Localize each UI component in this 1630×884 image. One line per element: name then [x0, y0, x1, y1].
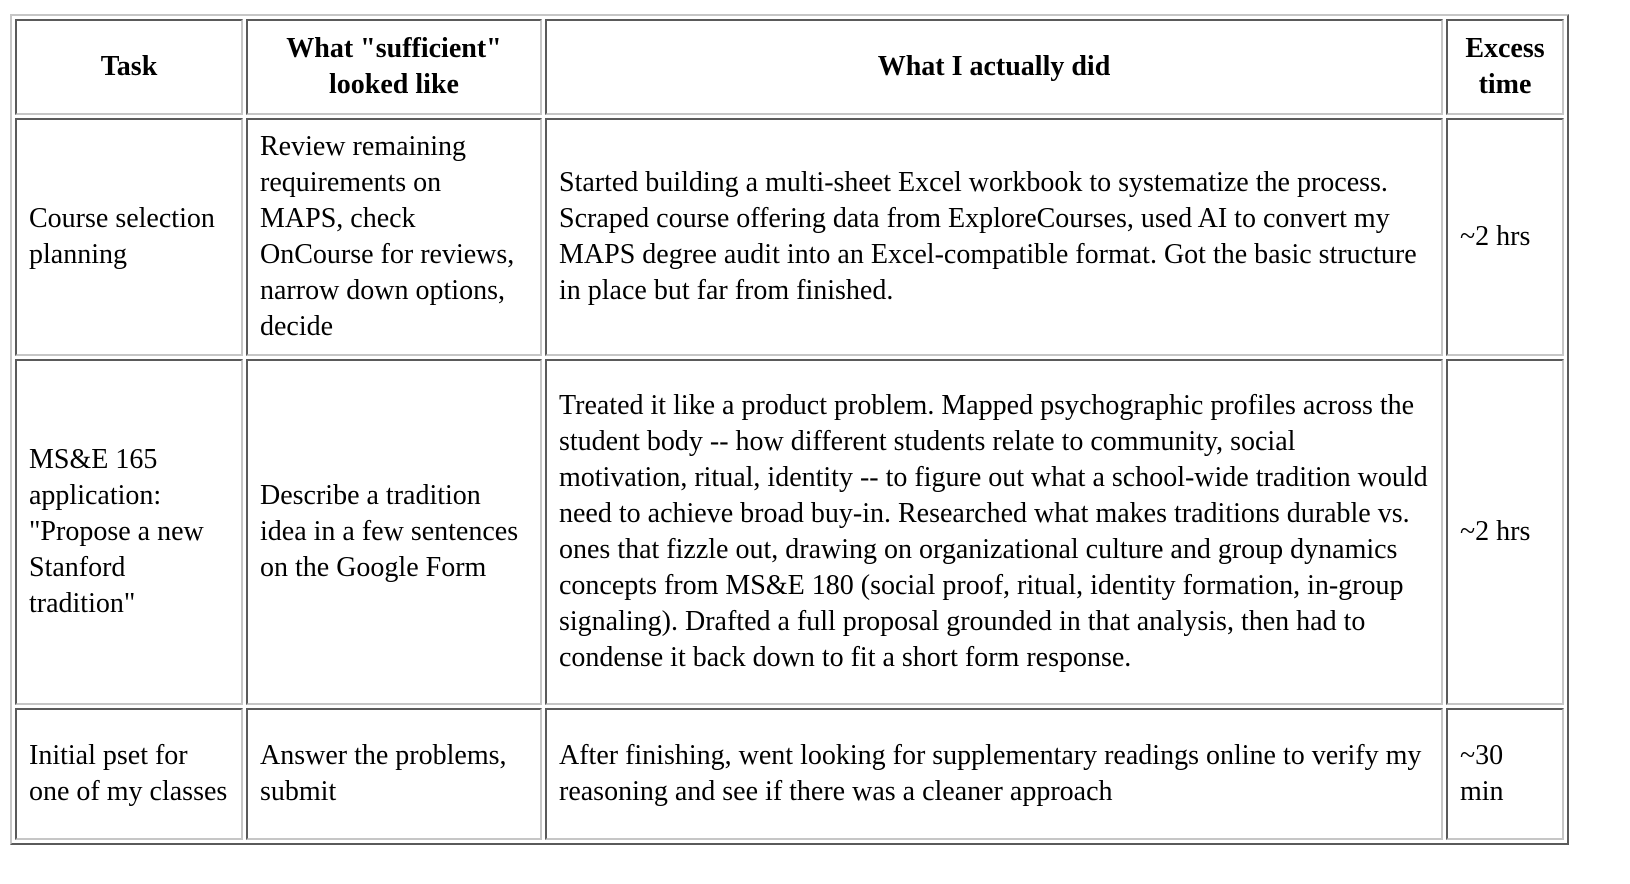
cell-actual: After finishing, went looking for supplementary readings online to verify my reasoning and see if there was a cleaner approach [545, 708, 1443, 840]
excess-time-table [10, 14, 1569, 845]
cell-task: Initial pset for one of my classes [15, 708, 243, 840]
cell-task: Course selection planning [15, 118, 243, 356]
table-row [15, 118, 1564, 356]
cell-excess: ~2 hrs [1446, 118, 1564, 356]
header-row [15, 19, 1564, 115]
cell-excess: ~30 min [1446, 708, 1564, 840]
cell-actual: Treated it like a product problem. Mapped psychographic profiles across the student body -- how different students relate to community, social motivation, ritual, identity -- to figure out what a school-wide tradition would need to achieve broad buy-in. Researched what makes traditions durable vs. ones that fizzle out, drawing on organizational culture and group dynamics concepts from MS&E 180 (social proof, ritual, identity formation, in-group signaling). Drafted a full proposal grounded in that analysis, then had to condense it back down to fit a short form response. [545, 359, 1443, 705]
header-excess: Excess time [1446, 19, 1564, 115]
cell-task: MS&E 165 application: "Propose a new Stanford tradition" [15, 359, 243, 705]
header-task: Task [15, 19, 243, 115]
table-container [10, 14, 1569, 845]
cell-sufficient: Describe a tradition idea in a few sentences on the Google Form [246, 359, 542, 705]
cell-actual: Started building a multi-sheet Excel workbook to systematize the process. Scraped course offering data from ExploreCourses, used AI to convert my MAPS degree audit into an Excel-compatible format. Got the basic structure in place but far from finished. [545, 118, 1443, 356]
cell-sufficient: Answer the problems, submit [246, 708, 542, 840]
header-actual: What I actually did [545, 19, 1443, 115]
table-row [15, 359, 1564, 705]
cell-sufficient: Review remaining requirements on MAPS, check OnCourse for reviews, narrow down options, decide [246, 118, 542, 356]
cell-excess: ~2 hrs [1446, 359, 1564, 705]
header-sufficient: What "sufficient" looked like [246, 19, 542, 115]
table-row [15, 708, 1564, 840]
